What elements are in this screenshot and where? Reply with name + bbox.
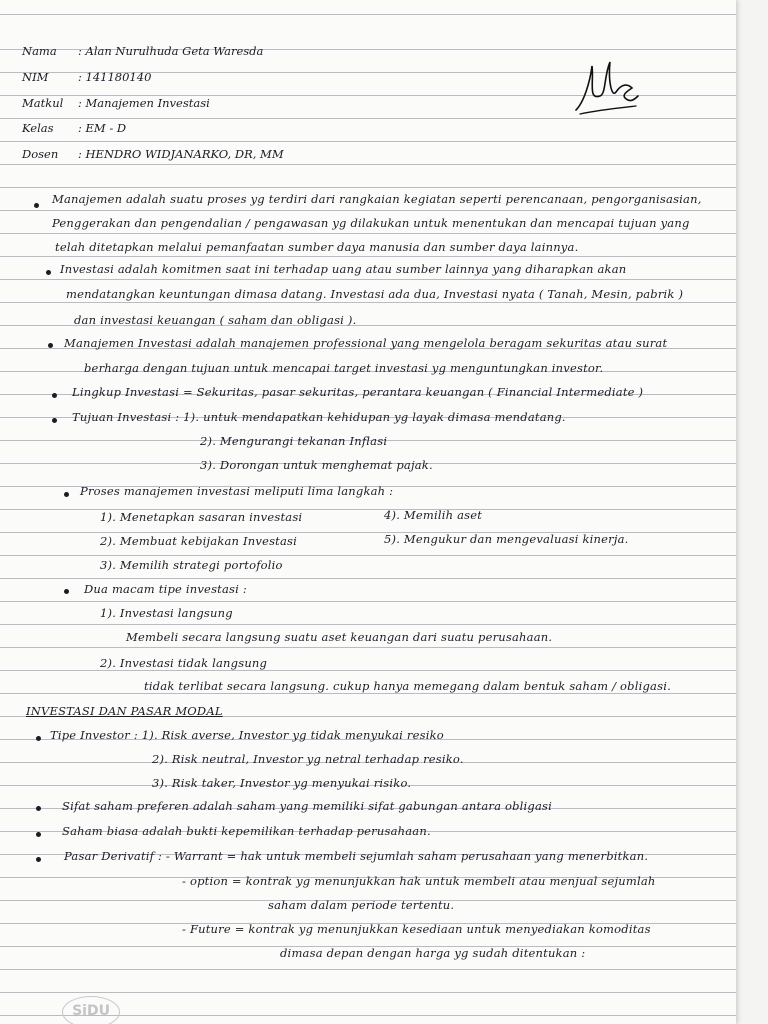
section-heading: INVESTASI DAN PASAR MODAL — [26, 704, 223, 718]
nim-label: NIM — [22, 70, 49, 84]
text-line-19: Dua macam tipe investasi : — [84, 582, 247, 596]
bullet-2 — [46, 270, 51, 275]
text-line-13: Proses manajemen investasi meliputi lima langkah : — [80, 484, 394, 498]
text-line-16: 2). Membuat kebijakan Investasi — [100, 534, 298, 548]
text-line-17: 5). Mengukur dan mengevaluasi kinerja. — [384, 532, 629, 546]
text-line-12: 3). Dorongan untuk menghemat pajak. — [200, 458, 433, 472]
text-line-23: tidak terlibat secara langsung. cukup hanya memegang dalam bentuk saham / obligasi. — [144, 679, 671, 693]
text-line-27: Sifat saham preferen adalah saham yang memiliki sifat gabungan antara obligasi — [62, 799, 553, 813]
text-line-6: dan investasi keuangan ( saham dan obligasi ). — [74, 313, 357, 327]
text-line-32: - Future = kontrak yg menunjukkan kesediaan untuk menyediakan komoditas — [182, 922, 651, 936]
text-line-24: Tipe Investor : 1). Risk averse, Investor yg tidak menyukai resiko — [50, 728, 444, 742]
text-line-14: 1). Menetapkan sasaran investasi — [100, 510, 303, 524]
dosen-value: : HENDRO WIDJANARKO, DR, MM — [78, 147, 284, 161]
text-line-1: Manajemen adalah suatu proses yg terdiri dari rangkaian kegiatan seperti perencanaan, pengorganisasian, — [52, 192, 702, 206]
bullet-8 — [36, 736, 41, 741]
text-line-5: mendatangkan keuntungan dimasa datang. Investasi ada dua, Investasi nyata ( Tanah, Mesin, pabrik ) — [66, 287, 684, 301]
text-line-15: 4). Memilih aset — [384, 508, 483, 522]
text-line-9: Lingkup Investasi = Sekuritas, pasar sekuritas, perantara keuangan ( Financial Intermediate ) — [72, 385, 644, 399]
text-line-28: Saham biasa adalah bukti kepemilikan terhadap perusahaan. — [62, 824, 431, 838]
text-line-20: 1). Investasi langsung — [100, 606, 233, 620]
text-line-29: Pasar Derivatif : - Warrant = hak untuk membeli sejumlah saham perusahaan yang menerbitkan. — [64, 849, 649, 863]
bullet-1 — [34, 203, 39, 208]
text-line-8: berharga dengan tujuan untuk mencapai target investasi yg menguntungkan investor. — [84, 361, 604, 375]
text-line-25: 2). Risk neutral, Investor yg netral terhadap resiko. — [152, 752, 464, 766]
text-line-33: dimasa depan dengan harga yg sudah ditentukan : — [280, 946, 586, 960]
text-line-31: saham dalam periode tertentu. — [268, 898, 455, 912]
text-line-10: Tujuan Investasi : 1). untuk mendapatkan kehidupan yg layak dimasa mendatang. — [72, 410, 566, 424]
text-line-2: Penggerakan dan pengendalian / pengawasan yg dilakukan untuk menentukan dan mencapai tujuan yang — [52, 216, 690, 230]
kelas-label: Kelas — [22, 121, 54, 135]
dosen-label: Dosen — [22, 147, 59, 161]
text-line-18: 3). Memilih strategi portofolio — [100, 558, 283, 572]
matkul-value: : Manajemen Investasi — [78, 96, 210, 110]
text-line-30: - option = kontrak yg menunjukkan hak untuk membeli atau menjual sejumlah — [182, 874, 656, 888]
bullet-4 — [52, 393, 57, 398]
bullet-6 — [64, 492, 69, 497]
sidu-logo-text: SiDU — [72, 1003, 110, 1019]
text-line-26: 3). Risk taker, Investor yg menyukai risiko. — [152, 776, 412, 790]
bullet-9 — [36, 806, 41, 811]
bullet-3 — [48, 343, 53, 348]
text-line-4: Investasi adalah komitmen saat ini terhadap uang atau sumber lainnya yang diharapkan akan — [60, 262, 627, 276]
nama-label: Nama — [22, 44, 57, 58]
bullet-10 — [36, 832, 41, 837]
bullet-11 — [36, 857, 41, 862]
text-line-3: telah ditetapkan melalui pemanfaatan sumber daya manusia dan sumber daya lainnya. — [55, 240, 579, 254]
text-line-22: 2). Investasi tidak langsung — [100, 656, 268, 670]
text-line-7: Manajemen Investasi adalah manajemen professional yang mengelola beragam sekuritas atau surat — [64, 336, 668, 350]
nim-value: : 141180140 — [78, 70, 152, 84]
bullet-7 — [64, 589, 69, 594]
signature-image — [570, 52, 642, 124]
text-line-11: 2). Mengurangi tekanan Inflasi — [200, 434, 388, 448]
sidu-logo — [62, 996, 120, 1024]
nama-value: : Alan Nurulhuda Geta Waresda — [78, 44, 264, 58]
matkul-label: Matkul — [22, 96, 64, 110]
text-line-21: Membeli secara langsung suatu aset keuangan dari suatu perusahaan. — [126, 630, 553, 644]
kelas-value: : EM - D — [78, 121, 127, 135]
bullet-5 — [52, 418, 57, 423]
